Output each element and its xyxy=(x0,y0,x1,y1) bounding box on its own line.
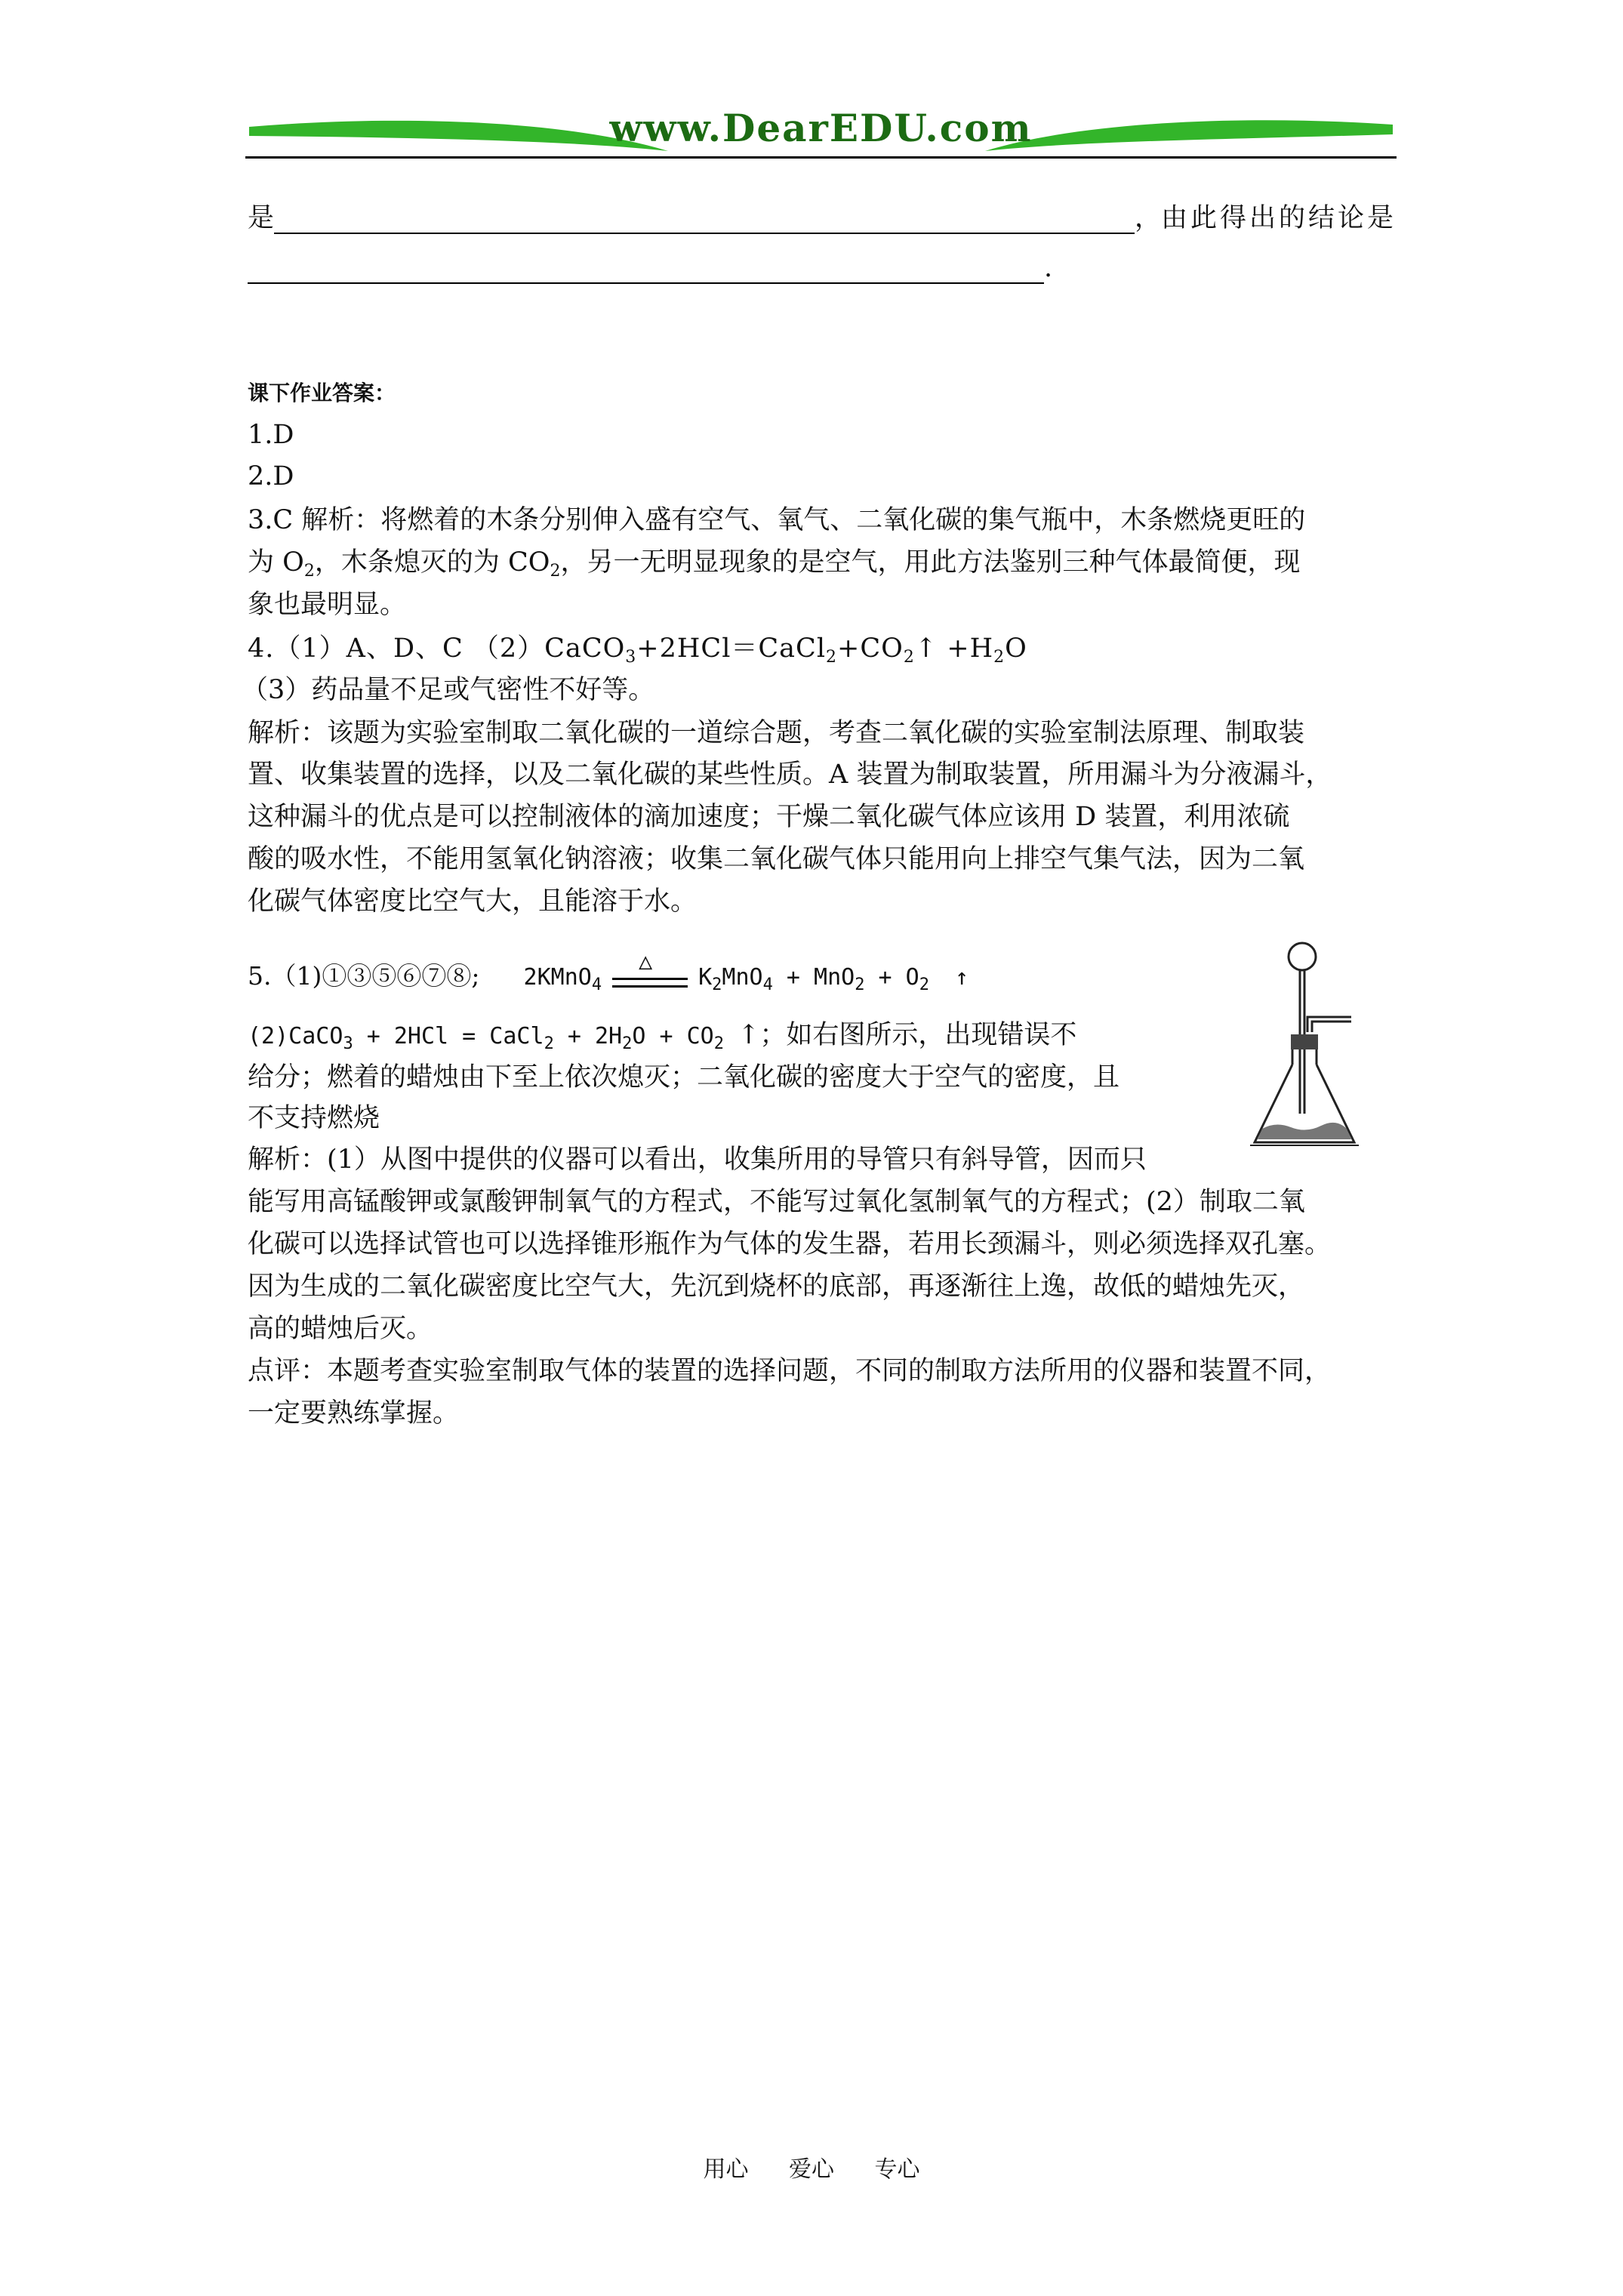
answer-4-explain-2: 置、收集装置的选择，以及二氧化碳的某些性质。A 装置为制取装置，所用漏斗为分液漏斗， xyxy=(248,760,1332,790)
answer-4-line-2: （3）药品量不足或气密性不好等。 xyxy=(242,675,655,705)
subscript: 4 xyxy=(762,975,773,994)
answer-5-explain-1: 解析：(1）从图中提供的仪器可以看出，收集所用的导管只有斜导管，因而只 xyxy=(248,1145,1147,1175)
subscript: 2 xyxy=(713,1034,724,1053)
footer-word-3: 专心 xyxy=(874,2156,920,2183)
text-segment: + MnO xyxy=(786,964,855,991)
answer-1: 1.D xyxy=(248,420,294,450)
page-footer xyxy=(0,2150,1623,2184)
text-segment: ↑；如右图所示，出现错误不 xyxy=(738,1020,1077,1050)
fill-in-line-2 xyxy=(248,252,1052,284)
subscript: 2 xyxy=(544,1034,554,1053)
subscript: 2 xyxy=(903,648,915,667)
comment-line-2: 一定要熟练掌握。 xyxy=(248,1398,460,1428)
answer-5-line-4: 不支持燃烧 xyxy=(248,1103,380,1133)
text-segment: (2)CaCO xyxy=(248,1023,343,1049)
text-segment: +CO xyxy=(837,633,904,664)
text-segment: O xyxy=(1005,633,1027,664)
fill-period: . xyxy=(1044,253,1053,283)
text-segment: + O xyxy=(878,964,919,991)
subscript: 2 xyxy=(993,648,1006,667)
heating-equals-sign xyxy=(612,948,688,994)
subscript: 2 xyxy=(622,1034,633,1053)
subscript: 2 xyxy=(826,648,838,667)
text-segment: ，另一无明显现象的是空气，用此方法鉴别三种气体最简便，现 xyxy=(560,547,1301,578)
answer-5-line-2 xyxy=(248,1019,1076,1060)
answer-3-line-1: 3.C 解析：将燃着的木条分别伸入盛有空气、氧气、二氧化碳的集气瓶中，木条燃烧更旺的 xyxy=(248,505,1306,535)
fill-prefix: 是 xyxy=(248,203,275,233)
header-banner xyxy=(245,106,1397,159)
answer-3-line-2 xyxy=(248,547,1300,587)
subscript: 3 xyxy=(343,1034,353,1053)
subscript: 2 xyxy=(919,975,929,994)
answer-5-line-3: 给分；燃着的蜡烛由下至上依次熄灭；二氧化碳的密度大于空气的密度，且 xyxy=(248,1062,1120,1093)
answer-5-explain-5: 高的蜡烛后灭。 xyxy=(248,1314,433,1344)
answer-4-explain-5: 化碳气体密度比空气大，且能溶于水。 xyxy=(248,886,698,917)
answer-5-explain-2: 能写用高锰酸钾或氯酸钾制氧气的方程式，不能写过氧化氢制氧气的方程式；(2）制取二氧 xyxy=(248,1187,1305,1217)
subscript: 2 xyxy=(712,975,722,994)
answer-4-explain-1: 解析：该题为实验室制取二氧化碳的一道综合题，考查二氧化碳的实验室制法原理、制取装 xyxy=(248,718,1305,748)
subscript: 3 xyxy=(625,648,637,667)
answer-5-explain-4: 因为生成的二氧化碳密度比空气大，先沉到烧杯的底部，再逐渐往上逸，故低的蜡烛先灭， xyxy=(248,1271,1305,1302)
gas-generator-apparatus-figure xyxy=(1246,940,1359,1159)
footer-word-2: 爱心 xyxy=(789,2156,834,2183)
text-segment: K xyxy=(698,964,713,991)
text-segment: + 2HCl = CaCl xyxy=(366,1023,544,1049)
fill-comma: ， xyxy=(1135,203,1162,233)
header-rule xyxy=(245,156,1397,159)
answer-2: 2.D xyxy=(248,461,294,492)
answer-4-explain-4: 酸的吸水性，不能用氢氧化钠溶液；收集二氧化碳气体只能用向上排空气集气法，因为二氧 xyxy=(248,844,1305,874)
text-segment: 为 O xyxy=(248,547,304,578)
answer-5-explain-3: 化碳可以选择试管也可以选择锥形瓶作为气体的发生器，若用长颈漏斗，则必须选择双孔塞。 xyxy=(248,1229,1332,1259)
answer-3-line-3: 象也最明显。 xyxy=(248,590,407,620)
text-segment: O + CO xyxy=(632,1023,714,1049)
subscript: 2 xyxy=(855,975,865,994)
text-segment: ↑ +H xyxy=(914,633,994,664)
text-segment: ，木条熄灭的为 CO xyxy=(314,547,550,578)
answer-5-line-1 xyxy=(248,948,969,1001)
comment-line-1: 点评：本题考查实验室制取气体的装置的选择问题，不同的制取方法所用的仪器和装置不同， xyxy=(248,1356,1332,1386)
answers-heading: 课下作业答案： xyxy=(248,381,396,405)
heat-triangle-icon: △ xyxy=(639,948,653,975)
subscript: 2 xyxy=(303,562,315,581)
text-segment: MnO xyxy=(722,964,763,991)
fill-in-line-1 xyxy=(248,202,1397,234)
answer-blank-2 xyxy=(248,257,1044,284)
text-segment: ↑ xyxy=(955,964,969,991)
conclusion-text: 由此得出的结论是 xyxy=(1161,203,1397,233)
text-segment: 5.（1)①③⑤⑥⑦⑧; xyxy=(248,961,480,991)
footer-word-1: 用心 xyxy=(703,2156,749,2183)
text-segment: +2HCl＝CaCl xyxy=(636,633,827,664)
text-segment: + 2H xyxy=(567,1023,623,1049)
site-brand[interactable]: www.DearEDU.com xyxy=(609,106,1033,150)
text-segment: 2KMnO xyxy=(523,964,592,991)
answer-blank-1 xyxy=(274,207,1135,234)
answer-4-line-1 xyxy=(248,633,1027,673)
answer-4-explain-3: 这种漏斗的优点是可以控制液体的滴加速度；干燥二氧化碳气体应该用 D 装置，利用浓硫 xyxy=(248,802,1290,832)
text-segment: 4.（1）A、D、C （2）CaCO xyxy=(248,633,626,664)
subscript: 2 xyxy=(550,562,561,581)
subscript: 4 xyxy=(591,975,602,994)
